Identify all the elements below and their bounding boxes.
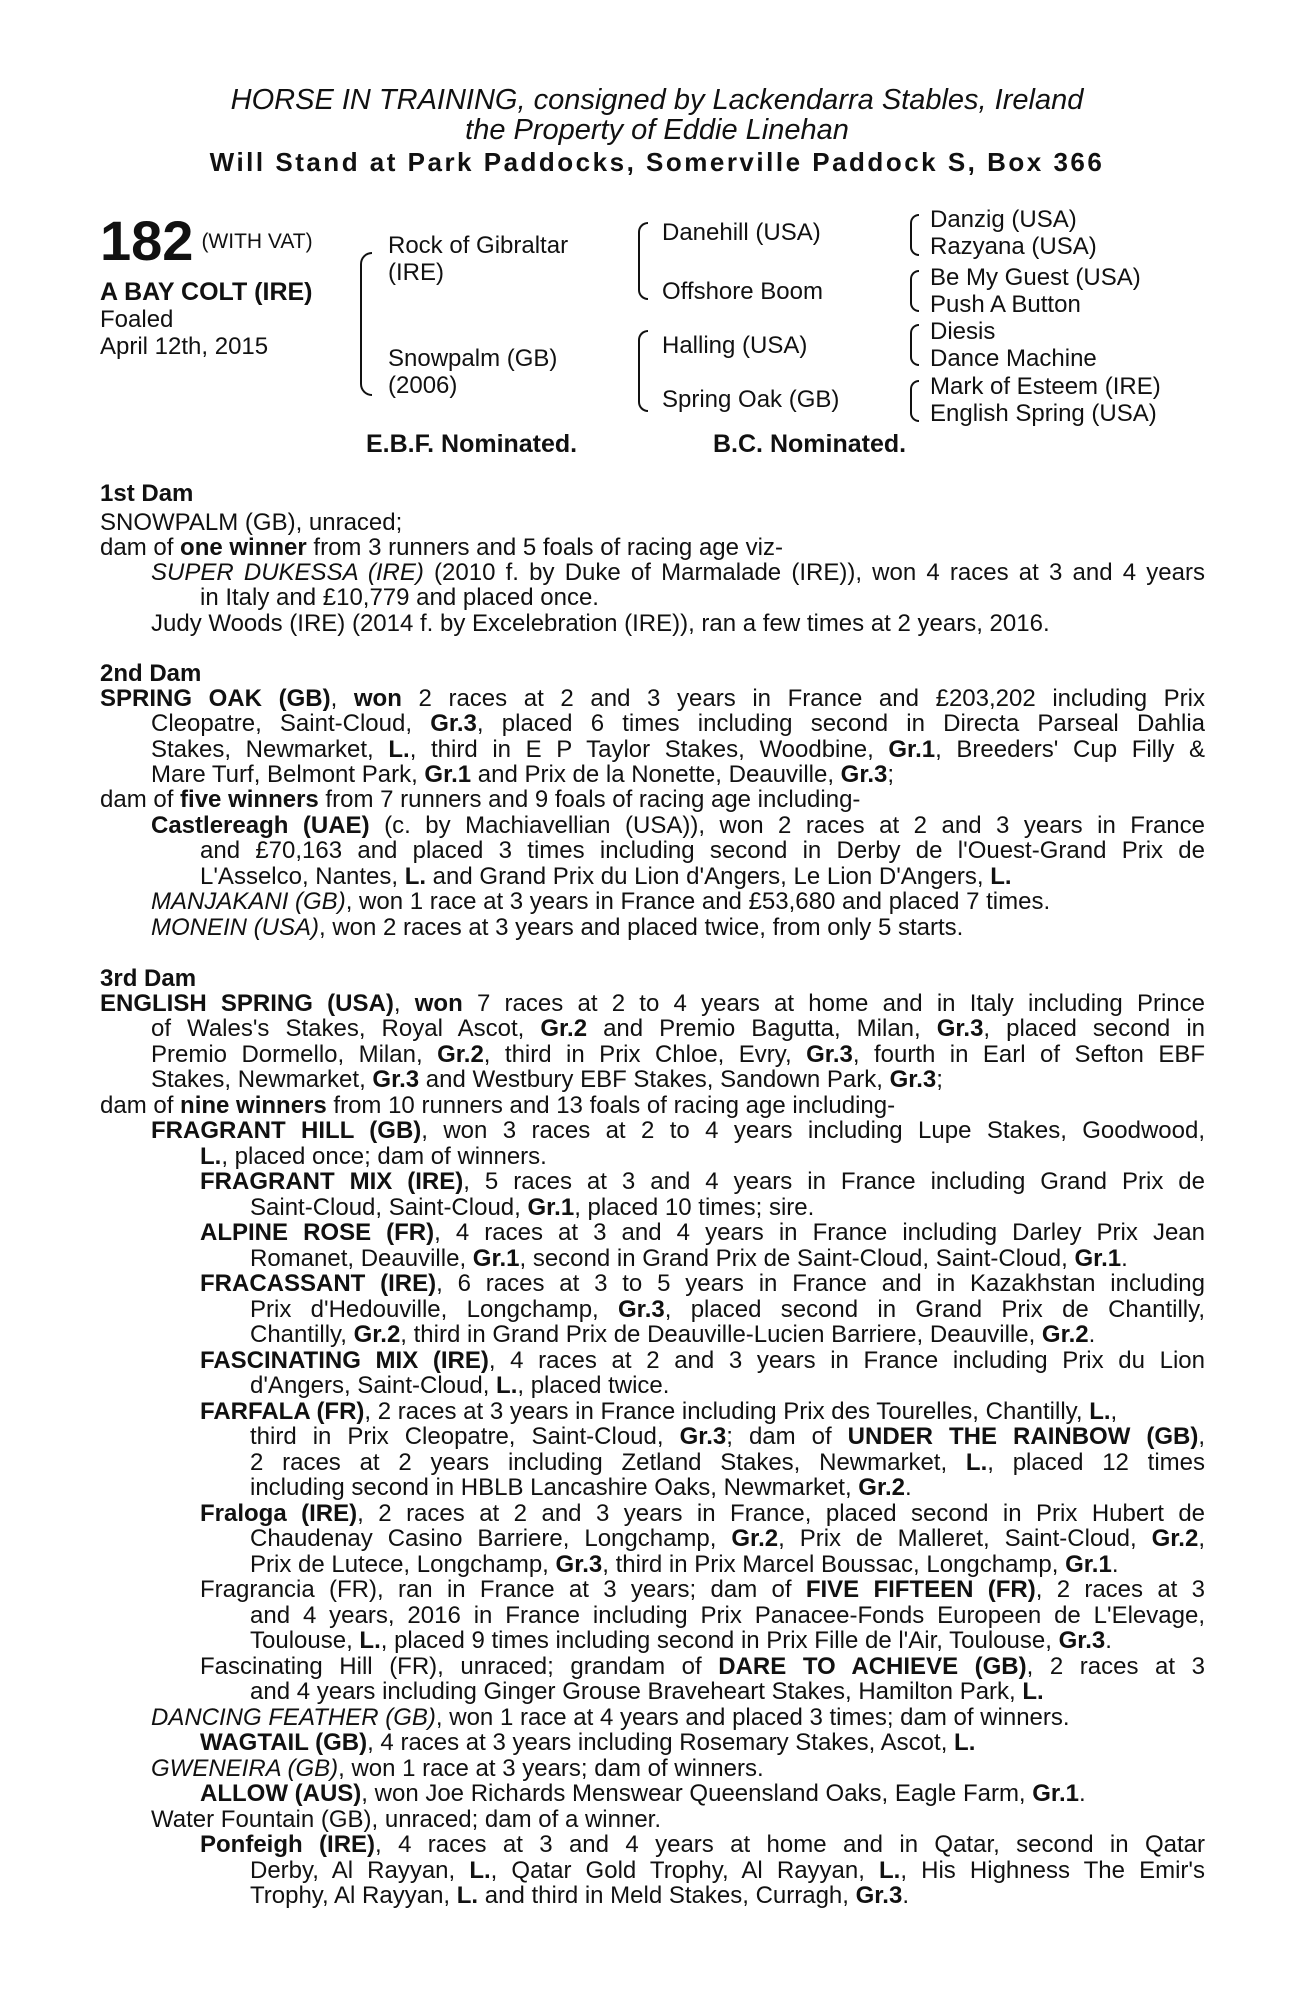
third-dam-line: Prix d'Hedouville, Longchamp, Gr.3, placed second in Grand Prix de Chantilly,	[250, 1296, 1205, 1323]
third-dam-line: Fraloga (IRE), 2 races at 2 and 3 years in France, placed second in Prix Hubert de	[200, 1500, 1206, 1527]
third-dam-line: FASCINATING MIX (IRE), 4 races at 2 and 3 years in France including Prix du Lion	[200, 1347, 1205, 1374]
header-location: Will Stand at Park Paddocks, Somerville Paddock S, Box 366	[209, 147, 1105, 177]
second-dam-title: 2nd Dam	[100, 660, 202, 687]
bracket-gen2-b-bottom	[638, 368, 648, 412]
foaled-label: Foaled	[100, 306, 174, 333]
third-dam-line: FARFALA (FR), 2 races at 3 years in France including Prix des Tourelles, Chantilly, L.,	[200, 1398, 1118, 1425]
third-dam-line: ALPINE ROSE (FR), 4 races at 3 and 4 years in France including Darley Prix Jean	[200, 1219, 1205, 1246]
bracket-gen3-3-top	[910, 324, 919, 346]
pedigree-dam-dam: Spring Oak (GB)	[662, 386, 840, 413]
bracket-gen1-bottom	[360, 326, 372, 396]
third-dam-line: Trophy, Al Rayyan, L. and third in Meld Stakes, Curragh, Gr.3.	[250, 1882, 909, 1909]
third-dam-line: ENGLISH SPRING (USA), won 7 races at 2 to 4 years at home and in Italy including Prince	[100, 990, 1205, 1017]
third-dam-line: Chaudenay Casino Barriere, Longchamp, Gr.2, Prix de Malleret, Saint-Cloud, Gr.2,	[250, 1525, 1205, 1552]
third-dam-line: d'Angers, Saint-Cloud, L., placed twice.	[250, 1372, 670, 1399]
pedigree-sire-dam: Offshore Boom	[662, 278, 823, 305]
second-dam-line: Stakes, Newmarket, L., third in E P Taylor Stakes, Woodbine, Gr.1, Breeders' Cup Filly &	[151, 736, 1205, 763]
pedigree-ddd: English Spring (USA)	[930, 400, 1157, 427]
first-dam-line: SUPER DUKESSA (IRE) (2010 f. by Duke of Marmalade (IRE)), won 4 races at 3 and 4 years	[151, 559, 1205, 586]
second-dam-line: Cleopatre, Saint-Cloud, Gr.3, placed 6 times including second in Directa Parseal Dahlia	[151, 710, 1206, 737]
third-dam-line: Toulouse, L., placed 9 times including second in Prix Fille de l'Air, Toulouse, Gr.3.	[250, 1627, 1112, 1654]
third-dam-line: FRACASSANT (IRE), 6 races at 3 to 5 years in France and in Kazakhstan including	[200, 1270, 1206, 1297]
pedigree-sds: Be My Guest (USA)	[930, 264, 1141, 291]
header-property: the Property of Eddie Linehan	[465, 114, 849, 146]
third-dam-line: and 4 years including Ginger Grouse Braveheart Stakes, Hamilton Park, L.	[250, 1678, 1044, 1705]
first-dam-line: in Italy and £10,779 and placed once.	[200, 584, 599, 611]
third-dam-line: Chantilly, Gr.2, third in Grand Prix de Deauville-Lucien Barriere, Deauville, Gr.2.	[250, 1321, 1096, 1348]
bracket-gen2-a-top	[638, 222, 648, 260]
second-dam-line: dam of five winners from 7 runners and 9 foals of racing age including-	[100, 786, 861, 813]
bracket-gen3-4-top	[910, 380, 919, 402]
pedigree-sss: Danzig (USA)	[930, 206, 1077, 233]
bracket-gen3-1-top	[910, 214, 919, 236]
pedigree-ssd: Razyana (USA)	[930, 233, 1097, 260]
first-dam-line: dam of one winner from 3 runners and 5 foals of racing age viz-	[100, 534, 783, 561]
third-dam-line: Stakes, Newmarket, Gr.3 and Westbury EBF Stakes, Sandown Park, Gr.3;	[151, 1066, 943, 1093]
third-dam-title: 3rd Dam	[100, 965, 197, 992]
third-dam-line: Fascinating Hill (FR), unraced; grandam of DARE TO ACHIEVE (GB), 2 races at 3	[200, 1653, 1205, 1680]
second-dam-line: MONEIN (USA), won 2 races at 3 years and placed twice, from only 5 starts.	[151, 914, 964, 941]
third-dam-line: of Wales's Stakes, Royal Ascot, Gr.2 and Premio Bagutta, Milan, Gr.3, placed second in	[151, 1015, 1205, 1042]
ebf-nomination: E.B.F. Nominated.	[366, 430, 578, 458]
pedigree-dss: Diesis	[930, 318, 996, 345]
lot-description: A BAY COLT (IRE)	[100, 278, 313, 306]
third-dam-line: GWENEIRA (GB), won 1 race at 3 years; dam of winners.	[151, 1755, 764, 1782]
third-dam-line: Prix de Lutece, Longchamp, Gr.3, third in Prix Marcel Boussac, Longchamp, Gr.1.	[250, 1551, 1119, 1578]
second-dam-line: and £70,163 and placed 3 times including second in Derby de l'Ouest-Grand Prix de	[200, 837, 1205, 864]
third-dam-line: Romanet, Deauville, Gr.1, second in Grand Prix de Saint-Cloud, Saint-Cloud, Gr.1.	[250, 1245, 1128, 1272]
bracket-gen2-a-bottom	[638, 258, 648, 300]
second-dam-line: L'Asselco, Nantes, L. and Grand Prix du Lion d'Angers, Le Lion D'Angers, L.	[200, 863, 1012, 890]
first-dam-line: Judy Woods (IRE) (2014 f. by Excelebration (IRE)), ran a few times at 2 years, 2016.	[151, 610, 1050, 637]
pedigree-sdd: Push A Button	[930, 291, 1081, 318]
third-dam-line: Derby, Al Rayyan, L., Qatar Gold Trophy, Al Rayyan, L., His Highness The Emir's	[250, 1857, 1206, 1884]
foaled-date: April 12th, 2015	[100, 333, 269, 360]
dam-year: (2006)	[388, 372, 458, 399]
bracket-gen2-b-top	[638, 330, 648, 370]
lot-number: 182	[100, 209, 194, 272]
lot-heading	[100, 208, 313, 273]
header-consignor: HORSE IN TRAINING, consigned by Lackendarra Stables, Ireland	[230, 84, 1084, 116]
third-dam-line: DANCING FEATHER (GB), won 1 race at 4 years and placed 3 times; dam of winners.	[151, 1704, 1070, 1731]
pedigree-sire	[388, 232, 568, 286]
pedigree-dsd: Dance Machine	[930, 345, 1097, 372]
lot-vat: (WITH VAT)	[201, 230, 313, 253]
bracket-gen3-1-bottom	[910, 234, 919, 256]
second-dam-line: SPRING OAK (GB), won 2 races at 2 and 3 years in France and £203,202 including Prix	[100, 685, 1205, 712]
bc-nomination: B.C. Nominated.	[713, 430, 907, 458]
third-dam-line: including second in HBLB Lancashire Oaks, Newmarket, Gr.2.	[250, 1474, 912, 1501]
bracket-gen3-3-bottom	[910, 344, 919, 366]
pedigree-sire-sire: Danehill (USA)	[662, 219, 821, 246]
bracket-gen3-4-bottom	[910, 400, 919, 422]
pedigree-dam-sire: Halling (USA)	[662, 332, 808, 359]
bracket-gen3-2-top	[910, 270, 919, 292]
dam-name: Snowpalm (GB)	[388, 345, 558, 372]
third-dam-line: Premio Dormello, Milan, Gr.2, third in Prix Chloe, Evry, Gr.3, fourth in Earl of Sefton EBF	[151, 1041, 1206, 1068]
second-dam-line: Mare Turf, Belmont Park, Gr.1 and Prix de la Nonette, Deauville, Gr.3;	[151, 761, 895, 788]
pedigree-dds: Mark of Esteem (IRE)	[930, 373, 1161, 400]
third-dam-line: FRAGRANT HILL (GB), won 3 races at 2 to 4 years including Lupe Stakes, Goodwood,	[151, 1117, 1205, 1144]
sire-name: Rock of Gibraltar	[388, 232, 569, 259]
third-dam-line: 2 races at 2 years including Zetland Stakes, Newmarket, L., placed 12 times	[250, 1449, 1206, 1476]
third-dam-line: Fragrancia (FR), ran in France at 3 years; dam of FIVE FIFTEEN (FR), 2 races at 3	[200, 1576, 1205, 1603]
third-dam-line: ALLOW (AUS), won Joe Richards Menswear Queensland Oaks, Eagle Farm, Gr.1.	[200, 1780, 1086, 1807]
second-dam-line: MANJAKANI (GB), won 1 race at 3 years in France and £53,680 and placed 7 times.	[151, 888, 1051, 915]
third-dam-line: WAGTAIL (GB), 4 races at 3 years including Rosemary Stakes, Ascot, L.	[200, 1729, 976, 1756]
sire-country: (IRE)	[388, 259, 444, 286]
first-dam-title: 1st Dam	[100, 480, 194, 507]
third-dam-line: Saint-Cloud, Saint-Cloud, Gr.1, placed 10 times; sire.	[250, 1194, 815, 1221]
third-dam-line: L., placed once; dam of winners.	[200, 1143, 547, 1170]
bracket-gen3-2-bottom	[910, 290, 919, 312]
foaled-info	[100, 306, 268, 360]
third-dam-line: FRAGRANT MIX (IRE), 5 races at 3 and 4 years in France including Grand Prix de	[200, 1168, 1205, 1195]
third-dam-line: Water Fountain (GB), unraced; dam of a winner.	[151, 1806, 662, 1833]
third-dam-line: Ponfeigh (IRE), 4 races at 3 and 4 years at home and in Qatar, second in Qatar	[200, 1831, 1205, 1858]
first-dam-line: SNOWPALM (GB), unraced;	[100, 509, 403, 536]
second-dam-line: Castlereagh (UAE) (c. by Machiavellian (USA)), won 2 races at 2 and 3 years in France	[151, 812, 1205, 839]
third-dam-line: dam of nine winners from 10 runners and 13 foals of racing age including-	[100, 1092, 896, 1119]
third-dam-line: and 4 years, 2016 in France including Prix Panacee-Fonds Europeen de L'Elevage,	[250, 1602, 1205, 1629]
bracket-gen1-top	[360, 252, 372, 328]
pedigree-dam	[388, 345, 557, 399]
third-dam-line: third in Prix Cleopatre, Saint-Cloud, Gr.3; dam of UNDER THE RAINBOW (GB),	[250, 1423, 1206, 1450]
